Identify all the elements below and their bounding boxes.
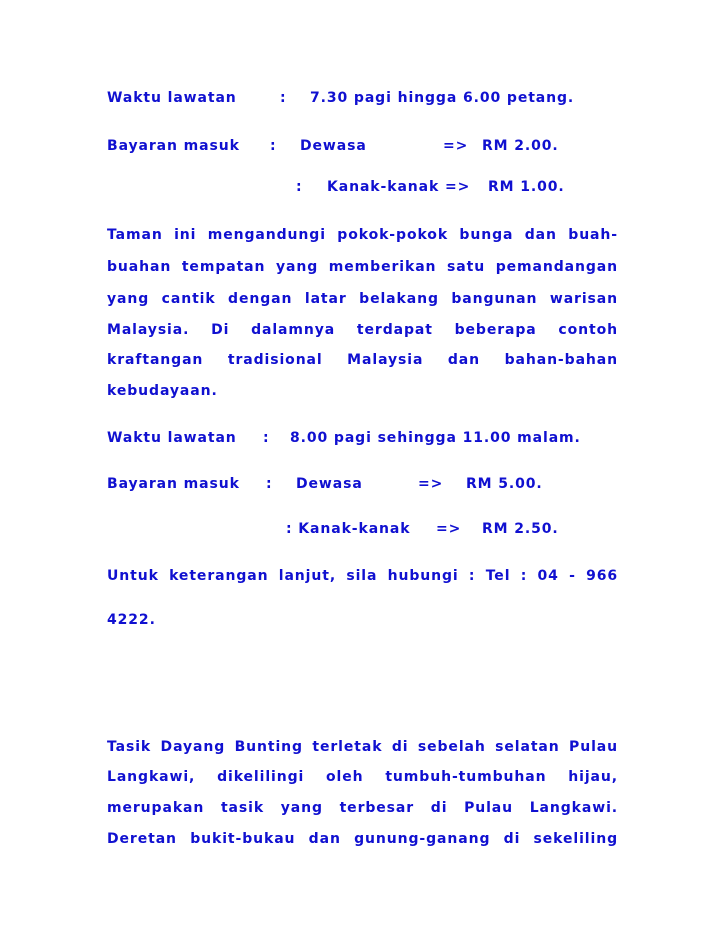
visit-hours-label-1: Waktu lawatan (107, 90, 237, 106)
fee-child-label-1: Kanak-kanak => (327, 179, 471, 195)
description-2-line: Tasik Dayang Bunting terletak di sebelah selatan Pulau (107, 739, 618, 755)
visit-hours-value-2: 8.00 pagi sehingga 11.00 malam. (290, 430, 581, 446)
fee-adult-label-2: Dewasa (296, 476, 363, 492)
fee-adult-label-1: Dewasa (300, 138, 367, 154)
fee-sep-1: : (270, 138, 277, 154)
description-1-line: kebudayaan. (107, 383, 218, 399)
fee-label-1: Bayaran masuk (107, 138, 240, 154)
description-1-line: kraftangan tradisional Malaysia dan bahan-bahan (107, 352, 618, 368)
description-1-line: yang cantik dengan latar belakang bangunan warisan (107, 291, 618, 307)
visit-hours-sep-2: : (263, 430, 270, 446)
contact-line: Untuk keterangan lanjut, sila hubungi : Tel : 04 - 966 (107, 568, 618, 584)
description-1-line: Malaysia. Di dalamnya terdapat beberapa contoh (107, 322, 618, 338)
visit-hours-value-1: 7.30 pagi hingga 6.00 petang. (310, 90, 575, 106)
fee-sep-2: : (266, 476, 273, 492)
fee-child-arrow-2: => (436, 521, 462, 537)
visit-hours-sep-1: : (280, 90, 287, 106)
fee-label-2: Bayaran masuk (107, 476, 240, 492)
description-1-line: Taman ini mengandungi pokok-pokok bunga dan buah- (107, 227, 618, 243)
contact-line: 4222. (107, 612, 156, 628)
description-2-line: Langkawi, dikelilingi oleh tumbuh-tumbuhan hijau, (107, 769, 618, 785)
fee-child-label-2: : Kanak-kanak (286, 521, 411, 537)
fee-child-price-1: RM 1.00. (488, 179, 565, 195)
description-2-line: merupakan tasik yang terbesar di Pulau Langkawi. (107, 800, 618, 816)
description-1-line: buahan tempatan yang memberikan satu pemandangan (107, 259, 618, 275)
visit-hours-label-2: Waktu lawatan (107, 430, 237, 446)
fee-adult-arrow-2: => (418, 476, 444, 492)
fee-adult-price-2: RM 5.00. (466, 476, 543, 492)
fee-child-price-2: RM 2.50. (482, 521, 559, 537)
fee-adult-price-1: RM 2.00. (482, 138, 559, 154)
fee-child-sep-1: : (296, 179, 303, 195)
description-2-line: Deretan bukit-bukau dan gunung-ganang di sekeliling (107, 831, 618, 847)
fee-adult-arrow-1: => (443, 138, 469, 154)
